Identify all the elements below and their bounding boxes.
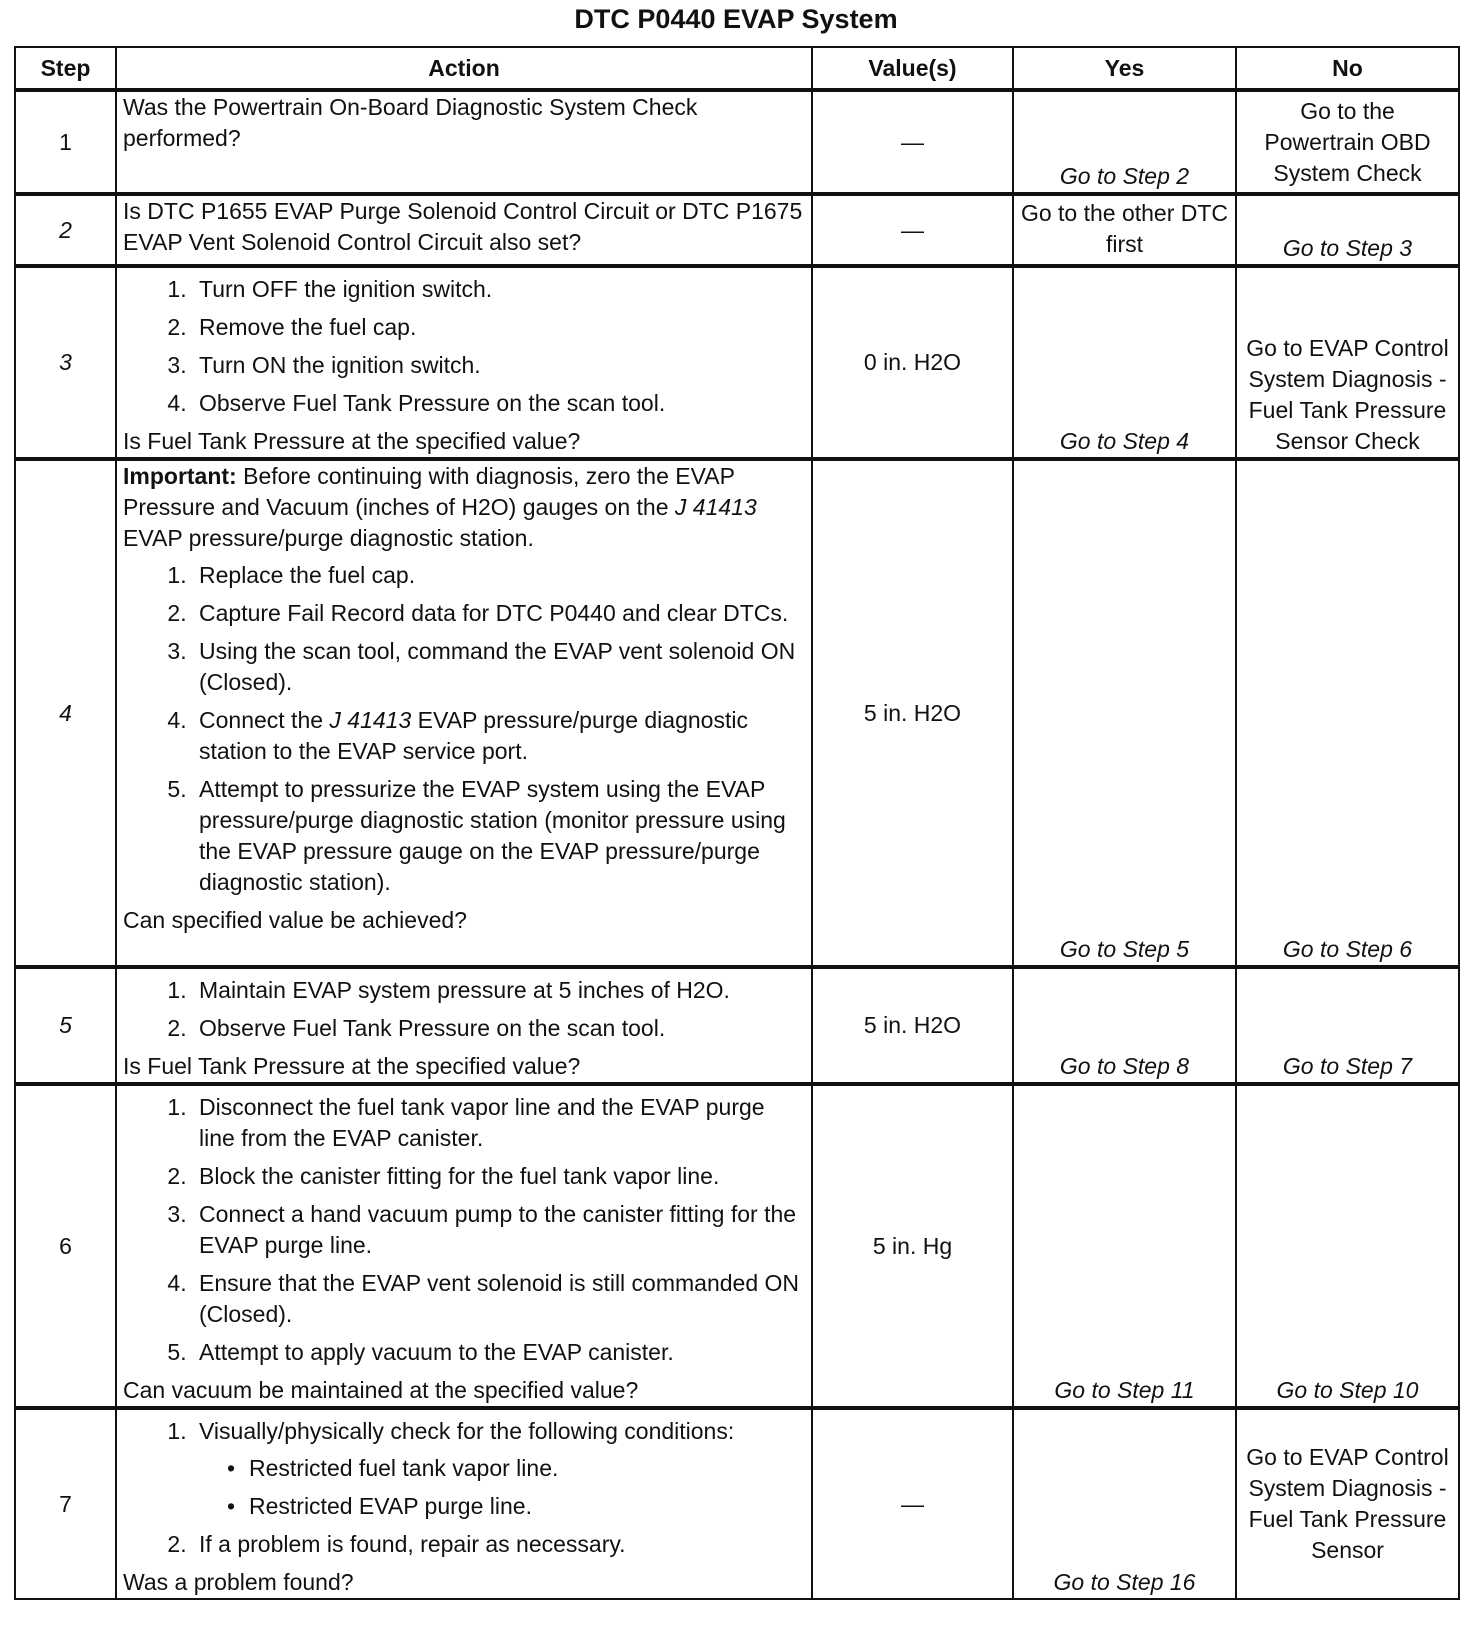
value-cell: 0 in. H2O — [812, 266, 1013, 459]
header-step: Step — [15, 47, 116, 90]
table-row — [15, 967, 1459, 1084]
list-item: 1. Maintain EVAP system pressure at 5 inches of H2O. — [193, 975, 805, 1006]
action-cell — [116, 1084, 812, 1408]
header-no: No — [1236, 47, 1459, 90]
action-question: Can specified value be achieved? — [123, 907, 467, 933]
step-number: 1 — [15, 90, 116, 194]
list-item: 2. If a problem is found, repair as necessary. — [193, 1529, 805, 1560]
action-steps-list — [123, 560, 805, 898]
value-cell: 5 in. H2O — [812, 967, 1013, 1084]
value-cell: — — [812, 194, 1013, 266]
list-item: 2. Observe Fuel Tank Pressure on the scan tool. — [193, 1013, 805, 1044]
step-number: 6 — [15, 1084, 116, 1408]
bullet-item: • Restricted EVAP purge line. — [227, 1491, 805, 1522]
step-number: 4 — [15, 459, 116, 967]
yes-cell: Go to the other DTC first — [1013, 194, 1236, 266]
header-yes: Yes — [1013, 47, 1236, 90]
list-item: 3. Using the scan tool, command the EVAP vent solenoid ON (Closed). — [193, 636, 805, 698]
action-cell — [116, 967, 812, 1084]
action-steps-list — [123, 1092, 805, 1368]
header-row — [15, 47, 1459, 90]
no-cell: Go to the Powertrain OBD System Check — [1236, 90, 1459, 194]
header-values: Value(s) — [812, 47, 1013, 90]
table-row — [15, 194, 1459, 266]
action-question: Is Fuel Tank Pressure at the specified value? — [123, 1053, 581, 1079]
yes-cell: Go to Step 11 — [1013, 1084, 1236, 1408]
action-question: Can vacuum be maintained at the specified value? — [123, 1377, 639, 1403]
action-cell — [116, 90, 812, 194]
yes-cell: Go to Step 4 — [1013, 266, 1236, 459]
important-text: Before continuing with diagnosis, zero the EVAP Pressure and Vacuum (inches of H2O) gauges on the — [123, 463, 735, 520]
value-cell: 5 in. H2O — [812, 459, 1013, 967]
list-item: 1. Turn OFF the ignition switch. — [193, 274, 805, 305]
action-cell — [116, 1408, 812, 1599]
diagnostic-table — [14, 46, 1460, 1600]
table-row — [15, 90, 1459, 194]
action-question: Is Fuel Tank Pressure at the specified value? — [123, 428, 581, 454]
list-item: 2. Remove the fuel cap. — [193, 312, 805, 343]
tool-reference: J 41413 — [329, 707, 412, 733]
header-action: Action — [116, 47, 812, 90]
action-question: Was the Powertrain On-Board Diagnostic System Check performed? — [123, 94, 698, 151]
list-item — [193, 705, 805, 767]
yes-cell: Go to Step 16 — [1013, 1408, 1236, 1599]
table-row — [15, 266, 1459, 459]
list-item: 1. Replace the fuel cap. — [193, 560, 805, 591]
yes-cell: Go to Step 2 — [1013, 90, 1236, 194]
step-number: 3 — [15, 266, 116, 459]
list-item: 1. Disconnect the fuel tank vapor line and the EVAP purge line from the EVAP canister. — [193, 1092, 805, 1154]
action-question: Was a problem found? — [123, 1569, 354, 1595]
list-item: 4. Ensure that the EVAP vent solenoid is still commanded ON (Closed). — [193, 1268, 805, 1330]
list-item: 2. Block the canister fitting for the fuel tank vapor line. — [193, 1161, 805, 1192]
list-item — [193, 1416, 805, 1522]
action-steps-list — [123, 975, 805, 1044]
list-item: 3. Connect a hand vacuum pump to the canister fitting for the EVAP purge line. — [193, 1199, 805, 1261]
list-item-text: Visually/physically check for the following conditions: — [199, 1418, 735, 1444]
list-item: 3. Turn ON the ignition switch. — [193, 350, 805, 381]
no-cell: Go to Step 10 — [1236, 1084, 1459, 1408]
tool-reference: J 41413 — [674, 494, 757, 520]
no-cell: Go to EVAP Control System Diagnosis - Fuel Tank Pressure Sensor — [1236, 1408, 1459, 1599]
table-row — [15, 1408, 1459, 1599]
value-cell: — — [812, 1408, 1013, 1599]
no-cell: Go to Step 7 — [1236, 967, 1459, 1084]
list-item-text: Connect the — [199, 707, 324, 733]
important-label: Important: — [123, 463, 237, 489]
yes-cell: Go to Step 8 — [1013, 967, 1236, 1084]
action-cell — [116, 266, 812, 459]
important-text: EVAP pressure/purge diagnostic station. — [123, 525, 534, 551]
value-cell: 5 in. Hg — [812, 1084, 1013, 1408]
step-number: 5 — [15, 967, 116, 1084]
table-row — [15, 1084, 1459, 1408]
list-item: 4. Observe Fuel Tank Pressure on the scan tool. — [193, 388, 805, 419]
action-steps-list — [123, 1416, 805, 1560]
value-cell: — — [812, 90, 1013, 194]
no-cell: Go to Step 6 — [1236, 459, 1459, 967]
step-number: 2 — [15, 194, 116, 266]
important-note — [123, 461, 805, 554]
bullet-item: • Restricted fuel tank vapor line. — [227, 1453, 805, 1484]
action-steps-list — [123, 274, 805, 419]
no-cell: Go to EVAP Control System Diagnosis - Fuel Tank Pressure Sensor Check — [1236, 266, 1459, 459]
action-cell — [116, 194, 812, 266]
yes-cell: Go to Step 5 — [1013, 459, 1236, 967]
page-title: DTC P0440 EVAP System — [574, 4, 898, 34]
action-question: Is DTC P1655 EVAP Purge Solenoid Control Circuit or DTC P1675 EVAP Vent Solenoid Control Circuit also set? — [123, 198, 803, 255]
list-item: 5. Attempt to pressurize the EVAP system using the EVAP pressure/purge diagnostic station (monitor pressure using the EVAP pressure gauge on the EVAP pressure/purge diagnostic station). — [193, 774, 805, 898]
list-item: 5. Attempt to apply vacuum to the EVAP canister. — [193, 1337, 805, 1368]
table-row — [15, 459, 1459, 967]
list-item-text: EVAP pressure/purge diagnostic station to the EVAP service port. — [199, 707, 748, 764]
condition-list — [199, 1453, 805, 1522]
no-cell: Go to Step 3 — [1236, 194, 1459, 266]
list-item: 2. Capture Fail Record data for DTC P0440 and clear DTCs. — [193, 598, 805, 629]
action-cell — [116, 459, 812, 967]
step-number: 7 — [15, 1408, 116, 1599]
